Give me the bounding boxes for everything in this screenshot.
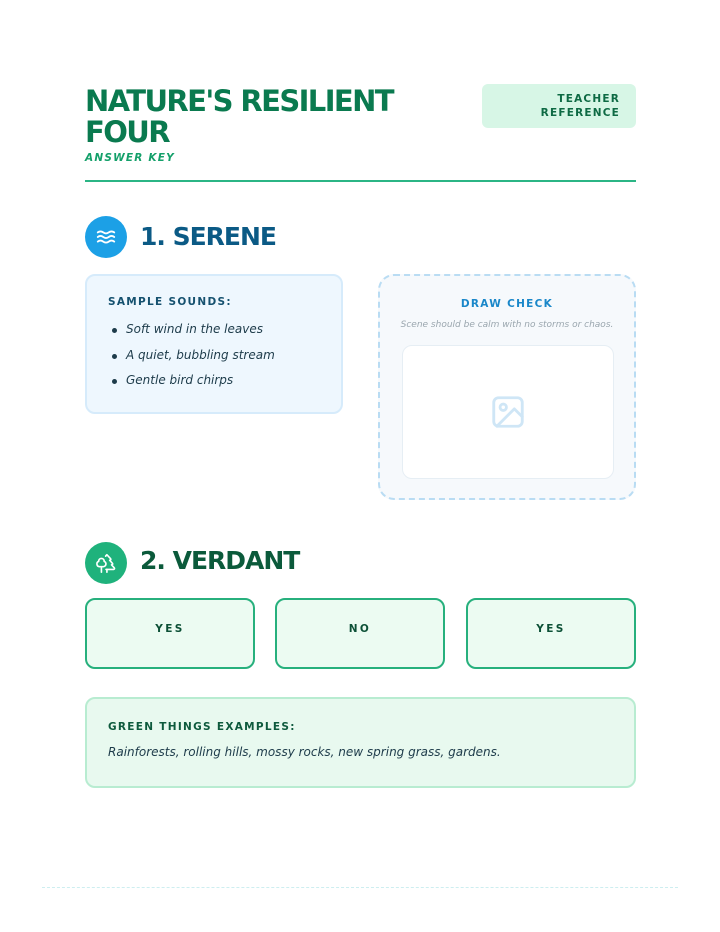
- badge-line-2: REFERENCE: [540, 107, 620, 119]
- drawing-area[interactable]: [402, 345, 614, 479]
- teacher-reference-badge: [482, 84, 636, 128]
- section-title-verdant: 2. VERDANT: [140, 546, 300, 575]
- green-things-card: [85, 697, 636, 788]
- list-item: Soft wind in the leaves: [108, 317, 341, 343]
- section-title-serene: 1. SERENE: [140, 222, 277, 251]
- trees-icon: [85, 542, 127, 584]
- footer-divider: [42, 887, 678, 888]
- badge-line-1: TEACHER: [557, 93, 620, 105]
- list-item: A quiet, bubbling stream: [108, 343, 341, 369]
- header-divider: [85, 180, 636, 182]
- image-placeholder-icon: [489, 393, 527, 431]
- page-title: NATURE'S RESILIENT FOUR: [85, 84, 393, 149]
- waves-icon: [85, 216, 127, 258]
- draw-check-card: [378, 274, 636, 500]
- sample-sounds-label: SAMPLE SOUNDS:: [108, 296, 232, 308]
- green-things-text: Rainforests, rolling hills, mossy rocks, new spring grass, gardens.: [108, 745, 501, 759]
- answer-box-2: NO: [275, 598, 445, 669]
- answer-box-1: YES: [85, 598, 255, 669]
- sample-sounds-card: [85, 274, 343, 414]
- green-things-label: GREEN THINGS EXAMPLES:: [108, 721, 296, 733]
- sample-sounds-list: [108, 317, 341, 394]
- page-subtitle: ANSWER KEY: [85, 152, 175, 164]
- answer-box-3: YES: [466, 598, 636, 669]
- list-item: Gentle bird chirps: [108, 368, 341, 394]
- draw-check-label: DRAW CHECK: [460, 298, 554, 310]
- draw-check-note: Scene should be calm with no storms or chaos.: [400, 320, 614, 330]
